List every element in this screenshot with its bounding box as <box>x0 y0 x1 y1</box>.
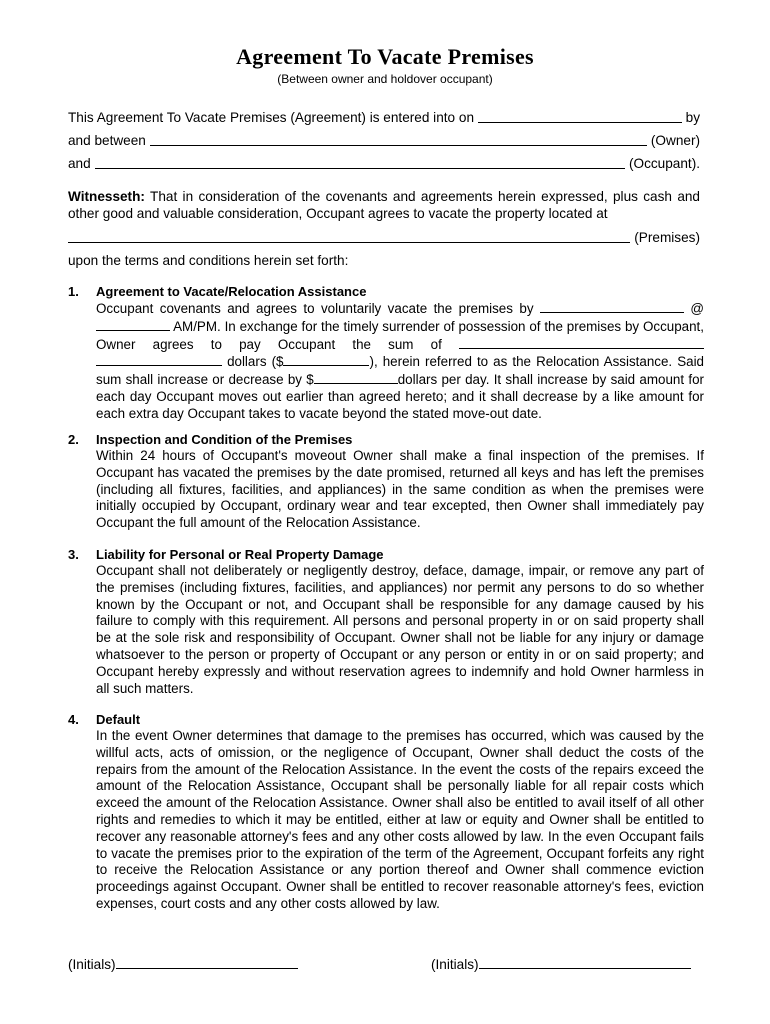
section-2-heading: Inspection and Condition of the Premises <box>96 432 353 447</box>
premises-line <box>68 230 700 246</box>
intro-line-date <box>68 110 700 126</box>
initials-left-label: (Initials) <box>68 957 116 972</box>
occupant-label: (Occupant). <box>628 156 700 171</box>
section-4-body: In the event Owner determines that damage to the premises has occurred, which was caused by the willful acts, acts of omission, or the negligence of Occupant, Owner shall deduct the costs of the repairs from the amount of the Relocation Assistance. In the event the costs of the repairs exceed the amount of the Relocation Assistance, Occupant shall be personally liable for all repair costs which exceed the amount of the Relocation Assistance. Owner shall also be entitled to avail itself of all other rights and remedies to which it may be entitled, either at law or equity and Owner shall be entitled to recover any reasonable attorney's fees and any other costs allowed by law. In the even Occupant fails to vacate the premises prior to the expiration of the term of the Agreement, Occupant forfeits any right to receive the Relocation Assistance or any portion thereof and Owner shall commence eviction proceedings against Occupant. Owner shall be entitled to recover reasonable attorney's fees, eviction expenses, court costs and any other costs allowed by law. <box>96 728 704 911</box>
section-4-number: 4. <box>68 712 79 727</box>
sum-words-blank[interactable] <box>459 336 704 349</box>
owner-name-blank[interactable] <box>150 133 647 146</box>
section-1-number: 1. <box>68 284 79 299</box>
vacate-date-blank[interactable] <box>540 300 684 313</box>
owner-label: (Owner) <box>650 133 700 148</box>
initials-right <box>431 956 691 972</box>
section-1-text-d: ), herein referred to as the Relocation Assistance. Said sum shall increase or decrease by $ <box>96 354 704 388</box>
section-2-body: Within 24 hours of Occupant's moveout Owner shall make a final inspection of the premises. If Occupant has vacated the premises by the date promised, returned all keys and has left the premises (including all fixtures, facilities, and appliances) in the same condition as when the premises were initially occupied by Occupant, ordinary wear and tear excepted, then Owner shall immediately pay Occupant the full amount of the Relocation Assistance. <box>96 448 704 531</box>
section-1-heading: Agreement to Vacate/Relocation Assistance <box>96 284 367 299</box>
document-title: Agreement To Vacate Premises <box>236 44 534 69</box>
vacate-time-blank[interactable] <box>96 318 170 331</box>
section-1-text-at: @ <box>690 301 704 316</box>
daily-amount-blank[interactable] <box>314 371 398 384</box>
section-1-text-e: dollars per day. It shall increase by said amount for each day Occupant moves out earlier than agreed hereto; and it shall decrease by a like amount for each extra day Occupant takes to vacate beyond the stated move-out date. <box>96 372 704 421</box>
sum-words-blank-continued[interactable] <box>96 353 222 366</box>
terms-line: upon the terms and conditions herein set forth: <box>68 253 349 268</box>
initials-right-blank[interactable] <box>479 956 691 969</box>
witnesseth-text: That in consideration of the covenants and agreements herein expressed, plus cash and other good and valuable consideration, Occupant agrees to vacate the property located at <box>68 189 700 221</box>
initials-left-blank[interactable] <box>116 956 298 969</box>
intro-line-owner <box>68 133 700 149</box>
section-3-number: 3. <box>68 547 79 562</box>
section-4-heading: Default <box>96 712 141 727</box>
sum-amount-blank[interactable] <box>283 353 369 366</box>
date-blank[interactable] <box>478 110 682 123</box>
initials-left <box>68 956 298 972</box>
witnesseth-label: Witnesseth: <box>68 189 145 204</box>
section-1-body <box>96 300 704 423</box>
intro-by: by <box>685 110 700 125</box>
section-1-text-a: Occupant covenants and agrees to voluntarily vacate the premises by <box>96 301 534 316</box>
section-3-body: Occupant shall not deliberately or negligently destroy, deface, damage, impair, or remove any part of the premises (including fixtures, facilities, and appliances) nor permit any persons to do so whether known by the Occupant or not, and Occupant shall be responsible for any damage caused by his failure to comply with this requirement. All persons and personal property in or on said property shall be at the sole risk and responsibility of Occupant. Owner shall not be liable for any injury or damage whatsoever to the person or property of Occupant or any person or entity in or on said property; and Occupant hereby expressly and without reservation agrees to indemnify and hold Owner harmless in all such matters. <box>96 563 704 696</box>
section-1-text-b: AM/PM. In exchange for the timely surrender of possession of the premises by Occupant, Owner agrees to pay Occupant the sum of <box>96 318 705 352</box>
and-label: and <box>68 156 91 171</box>
and-between-label: and between <box>68 133 146 148</box>
section-2-number: 2. <box>68 432 79 447</box>
document-subtitle: (Between owner and holdover occupant) <box>277 72 493 86</box>
occupant-name-blank[interactable] <box>95 156 625 169</box>
intro-text: This Agreement To Vacate Premises (Agreement) is entered into on <box>68 110 474 125</box>
section-1-text-c: dollars ($ <box>227 354 284 370</box>
section-3-heading: Liability for Personal or Real Property Damage <box>96 547 384 562</box>
initials-right-label: (Initials) <box>431 957 479 972</box>
premises-label: (Premises) <box>634 230 700 245</box>
witnesseth-paragraph <box>68 188 700 222</box>
intro-line-occupant <box>68 156 700 172</box>
premises-address-blank[interactable] <box>68 230 630 243</box>
